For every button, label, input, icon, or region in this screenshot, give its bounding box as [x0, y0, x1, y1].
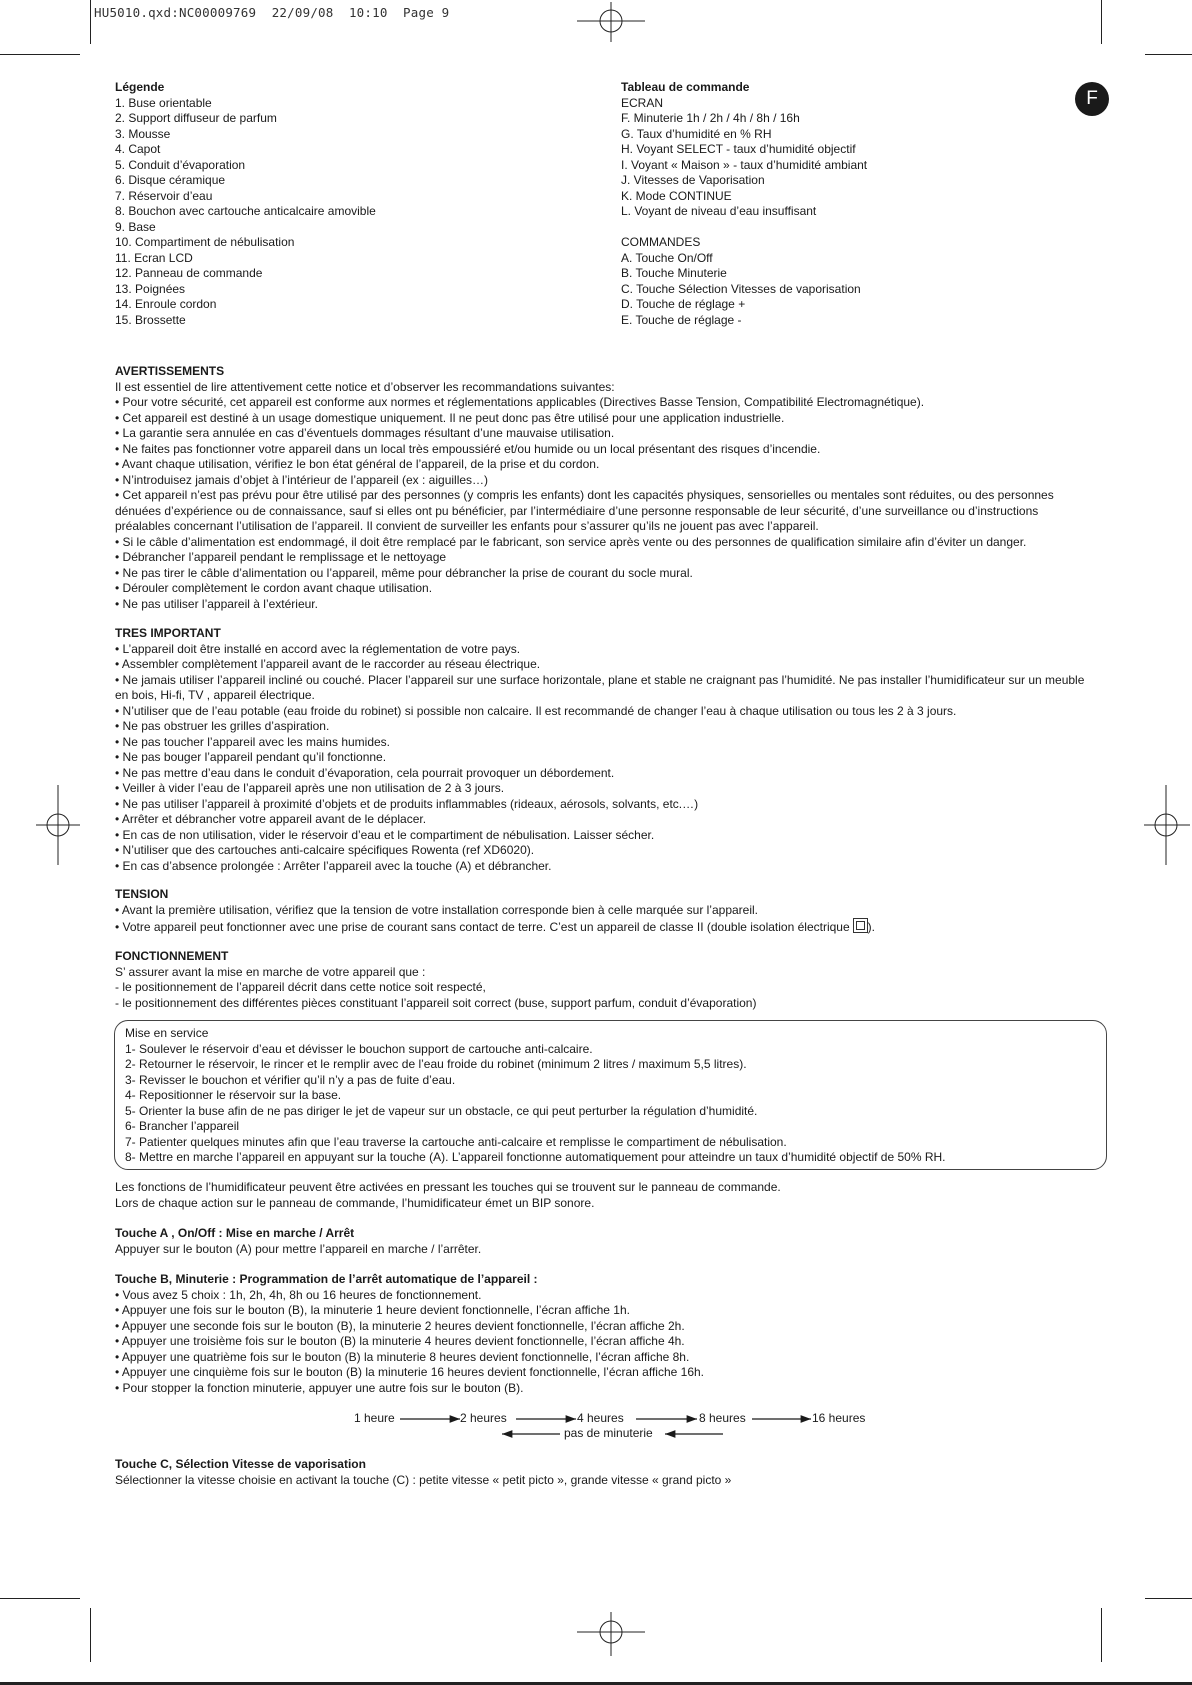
startup-step: 7- Patienter quelques minutes afin que l’eau traverse la cartouche anti-calcaire et remplisse le compartiment de nébulisation. — [125, 1134, 787, 1149]
command-item: C. Touche Sélection Vitesses de vaporisation — [621, 281, 861, 296]
legend-item: 15. Brossette — [115, 312, 186, 327]
operation-title: FONCTIONNEMENT — [115, 949, 229, 963]
important-item: • Assembler complètement l’appareil avant de le raccorder au réseau électrique. — [115, 657, 541, 671]
legend-item: 14. Enroule cordon — [115, 297, 217, 311]
tension-item-text: • Votre appareil peut fonctionner avec une prise de courant sans contact de terre. C’est un appareil de classe II (double isolation électrique — [115, 920, 850, 934]
warning-item: • Si le câble d’alimentation est endommagé, il doit être remplacé par le fabricant, son service après vente ou des personnes de qualification similaire afin d’éviter un danger. — [115, 534, 1027, 549]
legend-item: 2. Support diffuseur de parfum — [115, 111, 277, 125]
legend-item: 7. Réservoir d’eau — [115, 188, 213, 203]
operation-section — [115, 949, 1095, 1011]
tension-section — [115, 887, 1095, 936]
command-item: A. Touche On/Off — [621, 250, 713, 265]
operation-item: - le positionnement des différentes pièces constituant l’appareil soit correct (buse, support parfum, conduit d’évaporation) — [115, 995, 757, 1010]
touch-b-item: • Appuyer une quatrième fois sur le bouton (B) la minuterie 8 heures devient fonctionnelle, l’écran affiche 8h. — [115, 1349, 690, 1364]
legend-item: 10. Compartiment de nébulisation — [115, 235, 295, 249]
command-item: E. Touche de réglage - — [621, 312, 742, 327]
commands-title: COMMANDES — [621, 235, 701, 249]
touch-b-item: • Appuyer une seconde fois sur le bouton (B), la minuterie 2 heures devient fonctionnelle, l’écran affiche 2h. — [115, 1318, 685, 1333]
crop-mark — [90, 0, 91, 44]
important-item: • Ne pas toucher l’appareil avec les mains humides. — [115, 734, 391, 749]
legend-item: 1. Buse orientable — [115, 95, 212, 110]
important-section — [115, 626, 1095, 874]
flow-step: 8 heures — [699, 1411, 746, 1425]
flow-return-label: pas de minuterie — [564, 1426, 653, 1440]
warning-item: • Cet appareil n’est pas prévu pour être utilisé par des personnes (y compris les enfants) dont les capacités physiques, sensorielles ou mentales sont réduites, ou des personnes dénuées d’expérience ou de connaissance, sauf si elles ont pu bénéficier, par l’intermédiaire d’une personne responsable de leur sécurité, d’une surveillance ou d’instructions préalables concernant l’utilisation de l’appareil. Il convient de surveiller les enfants pour s’assurer qu’ils ne jouent pas avec l’appareil. — [115, 488, 1054, 533]
screen-item: F. Minuterie 1h / 2h / 4h / 8h / 16h — [621, 111, 800, 125]
screen-title: ECRAN — [621, 95, 664, 110]
warning-item: • Cet appareil est destiné à un usage domestique uniquement. Il ne peut donc pas être utilisé pour une application industrielle. — [115, 410, 785, 425]
important-item: • Ne pas utiliser l’appareil à proximité d’objets et de produits inflammables (rideaux, aérosols, solvants, etc.…) — [115, 796, 699, 811]
startup-step: 8- Mettre en marche l’appareil en appuyant sur la touche (A). L’appareil fonctionne automatiquement pour atteindre un taux d’humidité objectif de 50% RH. — [125, 1150, 946, 1164]
touch-c-text: Sélectionner la vitesse choisie en activant la touche (C) : petite vitesse « petit picto », grande vitesse « grand picto » — [115, 1472, 732, 1487]
important-item: • Ne jamais utiliser l’appareil incliné ou couché. Placer l’appareil sur une surface horizontale, plane et stable ne craignant pas l’humidité. Ne pas installer l’humidificateur sur un meuble en bois, Hi-fi, TV , appareil électrique. — [115, 672, 1085, 702]
operation-item: - le positionnement de l’appareil décrit dans cette notice soit respecté, — [115, 980, 486, 994]
command-item: D. Touche de réglage + — [621, 297, 746, 311]
crop-mark — [1101, 1608, 1102, 1662]
crop-mark — [90, 1608, 91, 1662]
warning-item: • Dérouler complètement le cordon avant chaque utilisation. — [115, 581, 433, 595]
screen-item: I. Voyant « Maison » - taux d’humidité ambiant — [621, 157, 868, 172]
crop-mark — [1145, 54, 1192, 55]
flow-arrows — [0, 1405, 1192, 1445]
control-panel-list — [621, 80, 867, 328]
screen-item: L. Voyant de niveau d’eau insuffisant — [621, 204, 817, 218]
touch-b-section — [115, 1272, 1095, 1396]
important-title: TRES IMPORTANT — [115, 626, 221, 640]
flow-step: 4 heures — [577, 1411, 624, 1425]
legend-item: 8. Bouchon avec cartouche anticalcaire amovible — [115, 204, 376, 218]
important-item: • Veiller à vider l’eau de l’appareil après une non utilisation de 2 à 3 jours. — [115, 781, 505, 795]
double-insulation-icon — [853, 918, 868, 933]
warnings-intro: Il est essentiel de lire attentivement cette notice et d’observer les recommandations suivantes: — [115, 379, 615, 394]
legend-item: 6. Disque céramique — [115, 173, 226, 187]
flow-step: 1 heure — [354, 1411, 395, 1425]
warning-item: • Ne faites pas fonctionner votre appareil dans un local très empoussiéré et/ou humide ou un local présentant des risques d’incendie. — [115, 441, 821, 456]
touch-a-section — [115, 1226, 1095, 1257]
legend-list — [115, 80, 376, 328]
warning-item: • N’introduisez jamais d’objet à l’intérieur de l’appareil (ex : aiguilles…) — [115, 472, 489, 487]
touch-a-title: Touche A , On/Off : Mise en marche / Arrêt — [115, 1226, 355, 1240]
startup-step: 3- Revisser le bouchon et vérifier qu’il n’y a pas de fuite d’eau. — [125, 1072, 456, 1087]
startup-step: 2- Retourner le réservoir, le rincer et le remplir avec de l’eau froide du robinet (minimum 2 litres / maximum 5,5 litres). — [125, 1057, 747, 1071]
legend-item: 12. Panneau de commande — [115, 266, 263, 280]
legend-item: 5. Conduit d’évaporation — [115, 157, 246, 172]
warning-item: • La garantie sera annulée en cas d’éventuels dommages résultant d’une mauvaise utilisation. — [115, 426, 615, 440]
warnings-title: AVERTISSEMENTS — [115, 364, 225, 378]
screen-item: H. Voyant SELECT - taux d’humidité objectif — [621, 142, 856, 156]
registration-mark-top — [571, 0, 651, 44]
legend-item: 3. Mousse — [115, 126, 171, 141]
important-item: • En cas de non utilisation, vider le réservoir d’eau et le compartiment de nébulisation. Laisser sécher. — [115, 827, 655, 842]
touch-b-item: • Appuyer une fois sur le bouton (B), la minuterie 1 heure devient fonctionnelle, l’écran affiche 1h. — [115, 1303, 630, 1317]
command-item: B. Touche Minuterie — [621, 266, 727, 280]
registration-mark-left — [34, 780, 84, 870]
crop-mark — [0, 1598, 80, 1599]
language-badge: F — [1075, 82, 1109, 116]
important-item: • En cas d’absence prolongée : Arrêter l’appareil avec la touche (A) et débrancher. — [115, 858, 552, 873]
tension-title: TENSION — [115, 887, 169, 901]
legend-item: 11. Ecran LCD — [115, 250, 193, 265]
warning-item: • Avant chaque utilisation, vérifiez le bon état général de l’appareil, de la prise et du cordon. — [115, 457, 600, 471]
important-item: • L’appareil doit être installé en accord avec la réglementation de votre pays. — [115, 641, 521, 656]
screen-item: G. Taux d’humidité en % RH — [621, 126, 772, 141]
touch-b-item: • Vous avez 5 choix : 1h, 2h, 4h, 8h ou 16 heures de fonctionnement. — [115, 1287, 482, 1302]
warning-item: • Ne pas tirer le câble d’alimentation ou l’appareil, même pour débrancher la prise de courant du socle mural. — [115, 565, 693, 580]
touch-c-section — [115, 1457, 1095, 1488]
startup-step: 1- Soulever le réservoir d’eau et dévisser le bouchon support de cartouche anti-calcaire. — [125, 1041, 593, 1056]
warning-item: • Pour votre sécurité, cet appareil est conforme aux normes et réglementations applicables (Directives Basse Tension, Compatibilité Electromagnétique). — [115, 395, 925, 409]
tension-item-end: ). — [867, 920, 875, 934]
warning-item: • Ne pas utiliser l’appareil à l’extérieur. — [115, 596, 318, 611]
functions-section — [115, 1180, 1095, 1211]
registration-mark-bottom — [571, 1610, 651, 1660]
control-panel-title: Tableau de commande — [621, 80, 750, 94]
crop-mark — [1145, 1598, 1192, 1599]
touch-b-item: • Pour stopper la fonction minuterie, appuyer une autre fois sur le bouton (B). — [115, 1380, 524, 1395]
legend-title: Légende — [115, 80, 165, 94]
tension-item — [115, 918, 1095, 936]
startup-title: Mise en service — [125, 1026, 209, 1040]
important-item: • Ne pas bouger l’appareil pendant qu’il fonctionne. — [115, 750, 387, 764]
flow-step: 2 heures — [460, 1411, 507, 1425]
touch-b-item: • Appuyer une cinquième fois sur le bouton (B) la minuterie 16 heures devient fonctionnelle, l’écran affiche 16h. — [115, 1365, 705, 1379]
warning-item: • Débrancher l’appareil pendant le remplissage et le nettoyage — [115, 550, 447, 564]
important-item: • Arrêter et débrancher votre appareil avant de le déplacer. — [115, 812, 427, 826]
touch-b-item: • Appuyer une troisième fois sur le bouton (B) la minuterie 4 heures devient fonctionnelle, l’écran affiche 4h. — [115, 1334, 685, 1348]
print-slug: HU5010.qxd:NC00009769 22/09/08 10:10 Page 9 — [94, 5, 450, 20]
touch-c-title: Touche C, Sélection Vitesse de vaporisation — [115, 1457, 366, 1471]
functions-line: Lors de chaque action sur le panneau de commande, l’humidificateur émet un BIP sonore. — [115, 1195, 595, 1210]
functions-line: Les fonctions de l’humidificateur peuvent être activées en pressant les touches qui se trouvent sur le panneau de commande. — [115, 1180, 781, 1194]
registration-mark-right — [1142, 780, 1192, 870]
startup-step: 6- Brancher l’appareil — [125, 1119, 240, 1133]
important-item: • N’utiliser que de l’eau potable (eau froide du robinet) si possible non calcaire. Il est recommandé de changer l’eau à chaque utilisation ou tous les 2 à 3 jours. — [115, 703, 957, 718]
spacer — [621, 220, 867, 236]
crop-mark — [0, 54, 80, 55]
legend-item: 4. Capot — [115, 142, 161, 156]
touch-b-title: Touche B, Minuterie : Programmation de l’arrêt automatique de l’appareil : — [115, 1272, 538, 1286]
touch-a-text: Appuyer sur le bouton (A) pour mettre l’appareil en marche / l’arrêter. — [115, 1241, 482, 1256]
tension-item: • Avant la première utilisation, vérifiez que la tension de votre installation corresponde bien à celle marquée sur l’appareil. — [115, 902, 759, 917]
crop-mark — [1101, 0, 1102, 44]
important-item: • Ne pas obstruer les grilles d’aspiration. — [115, 719, 330, 733]
flow-step: 16 heures — [812, 1411, 866, 1425]
important-item: • N’utiliser que des cartouches anti-calcaire spécifiques Rowenta (ref XD6020). — [115, 843, 535, 857]
warnings-section — [115, 364, 1095, 612]
legend-item: 9. Base — [115, 219, 156, 234]
startup-step: 4- Repositionner le réservoir sur la base. — [125, 1088, 342, 1102]
startup-step: 5- Orienter la buse afin de ne pas diriger le jet de vapeur sur un obstacle, ce qui peut perturber la régulation d’humidité. — [125, 1103, 758, 1118]
operation-intro: S’ assurer avant la mise en marche de votre appareil que : — [115, 964, 426, 979]
screen-item: K. Mode CONTINUE — [621, 188, 732, 203]
startup-steps — [125, 1026, 945, 1166]
legend-item: 13. Poignées — [115, 281, 186, 296]
screen-item: J. Vitesses de Vaporisation — [621, 173, 765, 187]
important-item: • Ne pas mettre d’eau dans le conduit d’évaporation, cela pourrait provoquer un débordement. — [115, 765, 615, 780]
